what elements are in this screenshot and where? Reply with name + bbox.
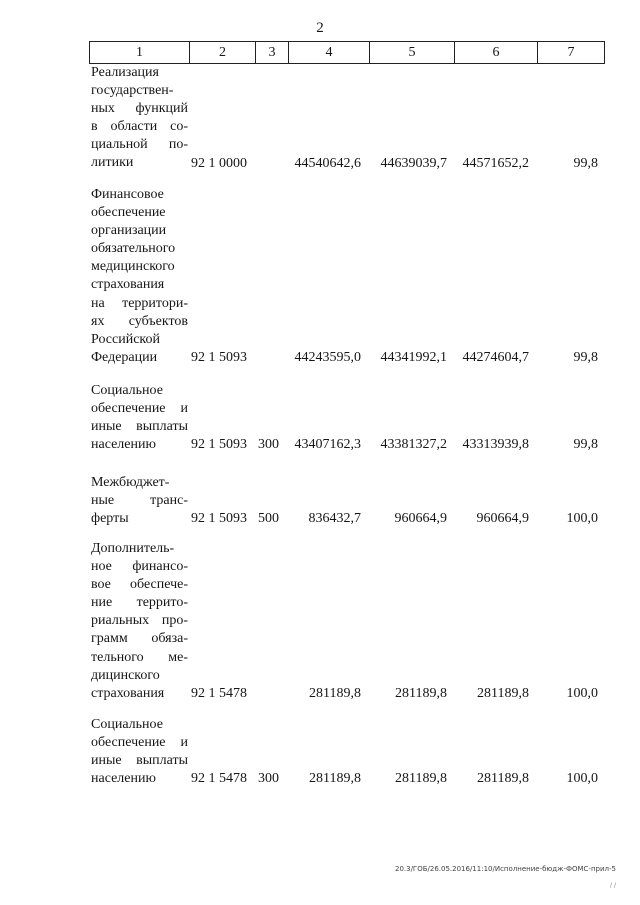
- row-code: 92 1 5093: [191, 437, 247, 453]
- row-name-line: ние террито-: [91, 595, 188, 611]
- row-name-line: Финансовое: [91, 187, 164, 202]
- file-footer: 20.3/ГОБ/26.05.2016/11:10/Исполнение-бюдж-ФОМС-прил-5: [394, 865, 616, 873]
- row-name-line: Федерации: [91, 349, 158, 365]
- row-name-line: ных функций: [91, 101, 188, 117]
- row-value-col4: 281189,8: [309, 771, 361, 787]
- row-code: 92 1 5478: [191, 771, 247, 787]
- row-name: [91, 540, 188, 703]
- row-name-line: населению: [91, 771, 156, 787]
- row-name-line: населению: [91, 437, 156, 453]
- row-name-line: страхования: [91, 685, 165, 701]
- row-name-line: иные выплаты: [91, 753, 188, 769]
- row-name: [91, 716, 188, 788]
- row-expense-type: 300: [258, 771, 279, 787]
- row-name-line: Реализация: [91, 65, 159, 80]
- page-number: 2: [316, 20, 324, 36]
- row-name: [91, 382, 188, 454]
- row-value-col5: 281189,8: [395, 685, 447, 701]
- header-col-7: 7: [538, 42, 605, 64]
- row-name-line: на территори-: [91, 295, 188, 311]
- row-value-col5: 44341992,1: [380, 349, 447, 365]
- row-name-line: тельного ме-: [91, 649, 188, 665]
- header-col-5: 5: [370, 42, 455, 64]
- row-value-col5: 43381327,2: [380, 437, 447, 453]
- row-name-line: ные транс-: [91, 493, 188, 509]
- row-percent: 99,8: [573, 155, 598, 171]
- header-col-4: 4: [289, 42, 370, 64]
- row-code: 92 1 0000: [191, 155, 247, 171]
- row-value-col6: 44274604,7: [462, 349, 529, 365]
- row-name-line: Дополнитель-: [91, 541, 175, 556]
- row-name-line: обеспечение и: [91, 735, 188, 751]
- row-percent: 99,8: [573, 349, 598, 365]
- row-name-line: ное финансо-: [91, 559, 188, 575]
- row-percent: 100,0: [566, 685, 598, 701]
- row-name-line: медицинского: [91, 259, 175, 275]
- row-expense-type: 500: [258, 511, 279, 527]
- header-col-6: 6: [455, 42, 538, 64]
- row-value-col5: 281189,8: [395, 771, 447, 787]
- row-name: [91, 186, 188, 367]
- row-name-line: ферты: [91, 511, 129, 527]
- row-name-line: обязательного: [91, 241, 176, 257]
- header-col-3: 3: [256, 42, 289, 64]
- header-col-1: 1: [90, 42, 190, 64]
- row-name-line: вое обеспече-: [91, 577, 188, 593]
- row-name-line: организации: [91, 223, 167, 239]
- row-name-line: в области со-: [91, 119, 188, 135]
- row-name-line: Социальное: [91, 717, 163, 732]
- row-expense-type: 300: [258, 437, 279, 453]
- row-value-col4: 43407162,3: [294, 437, 361, 453]
- row-name-line: Межбюджет-: [91, 475, 170, 490]
- row-value-col6: 43313939,8: [462, 437, 529, 453]
- row-value-col6: 44571652,2: [462, 155, 529, 171]
- row-name-line: обеспечение: [91, 205, 166, 221]
- corner-mark: / /: [610, 882, 616, 889]
- row-name-line: литики: [91, 155, 134, 171]
- row-name-line: государствен-: [91, 83, 174, 99]
- row-value-col6: 281189,8: [477, 685, 529, 701]
- row-name-line: Российской: [91, 331, 160, 347]
- column-number-header: [89, 41, 605, 64]
- row-name-line: иные выплаты: [91, 419, 188, 435]
- row-name-line: обеспечение и: [91, 401, 188, 417]
- row-name-line: Социальное: [91, 383, 163, 398]
- row-code: 92 1 5478: [191, 685, 247, 701]
- row-value-col6: 960664,9: [476, 511, 529, 527]
- row-code: 92 1 5093: [191, 511, 247, 527]
- header-col-2: 2: [190, 42, 256, 64]
- row-percent: 100,0: [566, 771, 598, 787]
- header-row: [90, 42, 605, 64]
- row-percent: 100,0: [566, 511, 598, 527]
- row-name-line: дицинского: [91, 667, 160, 683]
- row-code: 92 1 5093: [191, 349, 247, 365]
- row-value-col4: 281189,8: [309, 685, 361, 701]
- row-name-line: грамм обяза-: [91, 631, 188, 647]
- row-name-line: циальной по-: [91, 137, 188, 153]
- row-name-line: ях субъектов: [91, 313, 188, 329]
- row-name: [91, 64, 188, 173]
- row-value-col4: 44540642,6: [294, 155, 361, 171]
- row-name-line: риальных про-: [91, 613, 188, 629]
- row-value-col5: 44639039,7: [380, 155, 447, 171]
- row-percent: 99,8: [573, 437, 598, 453]
- row-name-line: страхования: [91, 277, 165, 293]
- row-value-col6: 281189,8: [477, 771, 529, 787]
- row-name: [91, 474, 188, 528]
- row-value-col5: 960664,9: [394, 511, 447, 527]
- row-value-col4: 44243595,0: [294, 349, 361, 365]
- row-value-col4: 836432,7: [308, 511, 361, 527]
